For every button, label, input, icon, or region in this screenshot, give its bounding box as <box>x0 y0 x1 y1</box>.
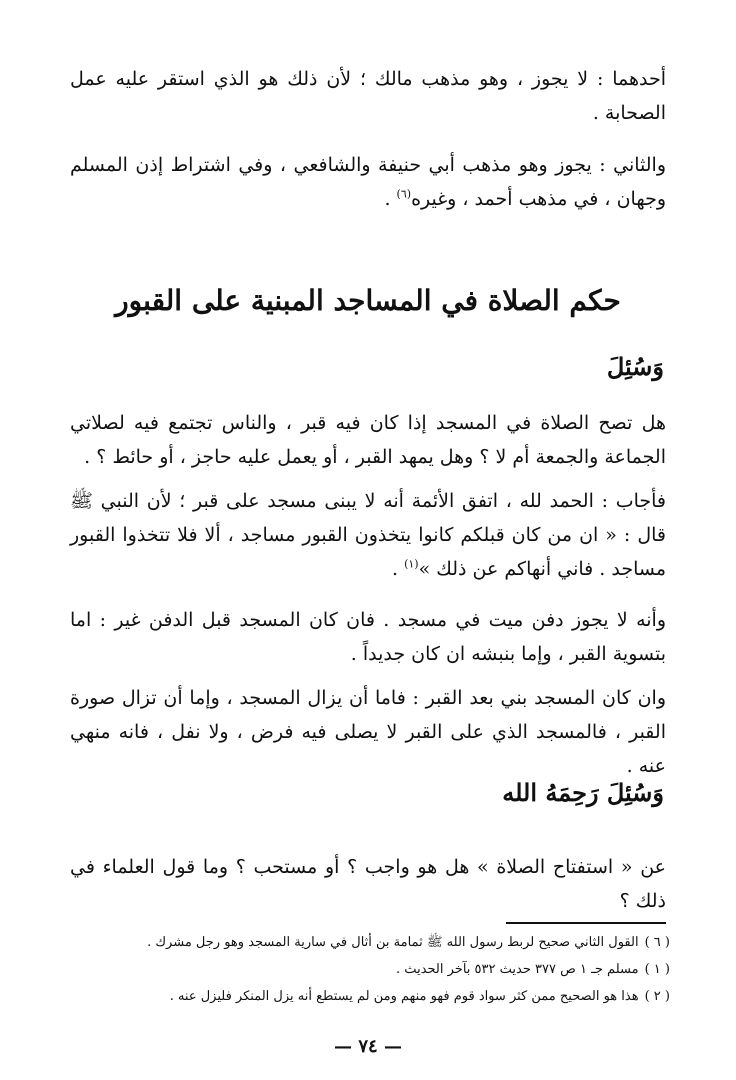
question-paragraph: هل تصح الصلاة في المسجد إذا كان فيه قبر ، والناس تجتمع فيه لصلاتي الجماعة والجمعة أم لا ؟ وهل يمهد القبر ، أو يعمل عليه حاجز ، أو حائط ؟ . <box>70 412 666 468</box>
footnote-text: مسلم جـ ١ ص ٣٧٧ حديث ٥٣٢ بآخر الحديث . <box>396 962 639 977</box>
paragraph-second-opinion <box>70 148 666 216</box>
footnote-ref-6: (٦) <box>396 187 412 201</box>
footnote-number: ( ١ ) <box>644 962 670 977</box>
footnote-2 <box>60 986 670 1008</box>
question-2-paragraph: عن « استفتاح الصلاة » هل هو واجب ؟ أو مستحب ؟ وما قول العلماء في ذلك ؟ <box>70 856 666 912</box>
footnote-6 <box>60 932 670 954</box>
asked-label-2: وَسُئِلَ رَحِمَهُ الله <box>502 778 664 807</box>
section-heading: حكم الصلاة في المساجد المبنية على القبور <box>115 284 621 317</box>
paragraph-first-opinion: أحدهما : لا يجوز ، وهو مذهب مالك ؛ لأن ذلك هو الذي استقر عليه عمل الصحابة . <box>70 68 666 124</box>
answer-end-mark: . <box>391 558 405 580</box>
answer-paragraph <box>70 484 666 586</box>
asked-label: وَسُئِلَ <box>606 352 664 381</box>
footnote-number: ( ٦ ) <box>644 935 670 950</box>
footnote-text: هذا هو الصحيح ممن كثر سواد قوم فهو منهم ومن لم يستطع أنه يزل المنكر فليزل عنه . <box>169 989 639 1004</box>
footnote-separator <box>506 922 666 924</box>
paragraph-second-opinion-text: والثاني : يجوز وهو مذهب أبي حنيفة والشافعي ، وفي اشتراط إذن المسلم وجهان ، في مذهب أحمد ، وغيره <box>70 154 666 210</box>
answer-paragraph-text: فأجاب : الحمد لله ، اتفق الأئمة أنه لا يبنى مسجد على قبر ؛ لأن النبي ﷺ قال : « ان من كان قبلكم كانوا يتخذون القبور مساجد ، ألا فلا تتخذوا القبور مساجد . فاني أنهاكم عن ذلك » <box>70 490 666 580</box>
footnote-ref-1: (١) <box>404 557 419 571</box>
mosque-after-grave-paragraph: وان كان المسجد بني بعد القبر : فاما أن يزال المسجد ، وإما أن تزال صورة القبر ، فالمسجد الذي على القبر لا يصلى فيه فرض ، ولا نفل ، فانه منهي عنه . <box>70 687 666 777</box>
footnote-text: القول الثاني صحيح لربط رسول الله ﷺ ثمامة بن أثال في سارية المسجد وهو رجل مشرك . <box>147 935 639 950</box>
page-number: — ٧٤ — <box>334 1036 402 1057</box>
footnote-number: ( ٢ ) <box>644 989 670 1004</box>
footnote-1 <box>60 959 670 981</box>
burial-paragraph: وأنه لا يجوز دفن ميت في مسجد . فان كان المسجد قبل الدفن غير : اما بتسوية القبر ، وإما بنبشه ان كان جديداً . <box>70 609 666 665</box>
paragraph-end-mark: . <box>384 188 397 210</box>
